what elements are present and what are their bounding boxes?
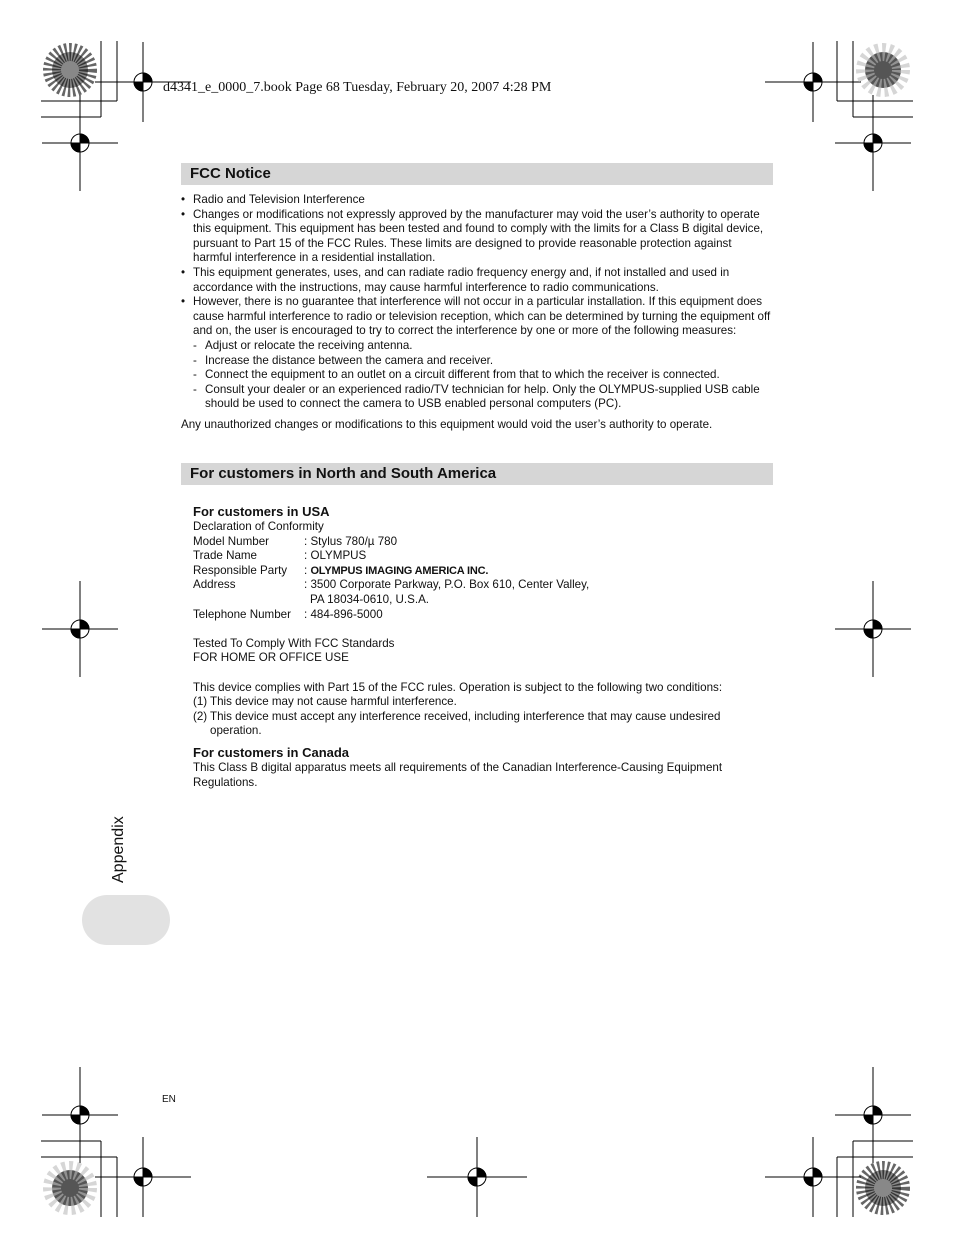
row-key: Telephone Number: [193, 607, 291, 621]
row-key: Responsible Party: [193, 563, 288, 577]
conformity-row: [193, 564, 773, 579]
fcc-bullet: • Radio and Television Interference: [181, 193, 773, 208]
fcc-bullet: • This equipment generates, uses, and can radiate radio frequency energy and, if not installed and used in accordance with the instructions, may cause harmful interference to radio communications.: [181, 266, 773, 295]
olympus-imaging-america-logo: OLYMPUS IMAGING AMERICA INC.: [310, 564, 489, 577]
canada-text: This Class B digital apparatus meets all requirements of the Canadian Interference-Causing Equipment Regulations.: [193, 760, 723, 789]
fcc-measure: - Adjust or relocate the receiving antenna.: [181, 339, 773, 354]
fcc-notice-bar: [181, 163, 773, 185]
section-tab-marker: [82, 895, 170, 945]
condition-item: [193, 710, 773, 739]
condition-text: This device may not cause harmful interference.: [210, 695, 457, 709]
condition-item: [193, 695, 773, 710]
row-key: Trade Name: [193, 549, 258, 563]
fcc-closing: Any unauthorized changes or modifications to this equipment would void the user’s authority to operate.: [181, 417, 713, 431]
conformity-row: [193, 535, 773, 550]
condition-number: (1): [193, 695, 208, 709]
row-value: : Stylus 780/µ 780: [304, 534, 398, 548]
appendix-tab-label: Appendix: [110, 816, 127, 883]
row-value: PA 18034-0610, U.S.A.: [310, 592, 430, 606]
conformity-row: [193, 549, 773, 564]
americas-bar: [181, 463, 773, 485]
complies-statement: This device complies with Part 15 of the FCC rules. Operation is subject to the following two conditions:: [193, 680, 723, 694]
row-value-wrap: : OLYMPUS IMAGING AMERICA INC.: [304, 563, 489, 577]
spacer: [193, 666, 773, 681]
use-statement: FOR HOME OR OFFICE USE: [193, 651, 349, 665]
condition-text: This device must accept any interference received, including interference that may cause undesired operation.: [210, 709, 721, 738]
conformity-row: [193, 578, 773, 593]
americas-body: [193, 503, 773, 790]
fcc-notice-body: [181, 193, 773, 433]
usa-heading: For customers in USA: [193, 504, 330, 519]
tested-statement: Tested To Comply With FCC Standards: [193, 636, 395, 650]
fcc-measure: - Increase the distance between the camera and receiver.: [181, 354, 773, 369]
fcc-bullet: • However, there is no guarantee that interference will not occur in a particular installation. If this equipment does cause harmful interference to radio or television reception, which can be determined by turning the equipment off and on, the user is encouraged to try to correct the interference by one or more of the following measures:: [181, 295, 773, 339]
language-code: EN: [162, 1094, 176, 1105]
row-value: : 3500 Corporate Parkway, P.O. Box 610, Center Valley,: [304, 578, 590, 592]
fcc-measure: - Consult your dealer or an experienced radio/TV technician for help. Only the OLYMPUS-supplied USB cable should be used to connect the camera to USB enabled personal computers (PC).: [181, 383, 773, 412]
row-key: Model Number: [193, 534, 270, 548]
conformity-row: [193, 593, 773, 608]
file-info-header: d4341_e_0000_7.book Page 68 Tuesday, February 20, 2007 4:28 PM: [163, 80, 552, 95]
fcc-bullet: • Changes or modifications not expressly approved by the manufacturer may void the user’s authority to operate this equipment. This equipment has been tested and found to comply with the limits for a Class B digital device, pursuant to Part 15 of the FCC Rules. These limits are designed to provide reasonable protection against harmful interference in a residential installation.: [181, 208, 773, 266]
americas-title: For customers in North and South America: [190, 465, 497, 482]
fcc-measure: - Connect the equipment to an outlet on a circuit different from that to which the receiver is connected.: [181, 368, 773, 383]
declaration-of-conformity: Declaration of Conformity: [193, 520, 324, 533]
fcc-notice-title: FCC Notice: [190, 165, 271, 182]
spacer: [193, 622, 773, 637]
row-key: Address: [193, 578, 236, 592]
row-value: : OLYMPUS: [304, 549, 367, 563]
canada-heading: For customers in Canada: [193, 744, 350, 760]
conformity-row: [193, 608, 773, 623]
row-key: [193, 593, 304, 608]
row-value: : 484-896-5000: [304, 607, 383, 621]
condition-number: (2): [193, 709, 208, 723]
